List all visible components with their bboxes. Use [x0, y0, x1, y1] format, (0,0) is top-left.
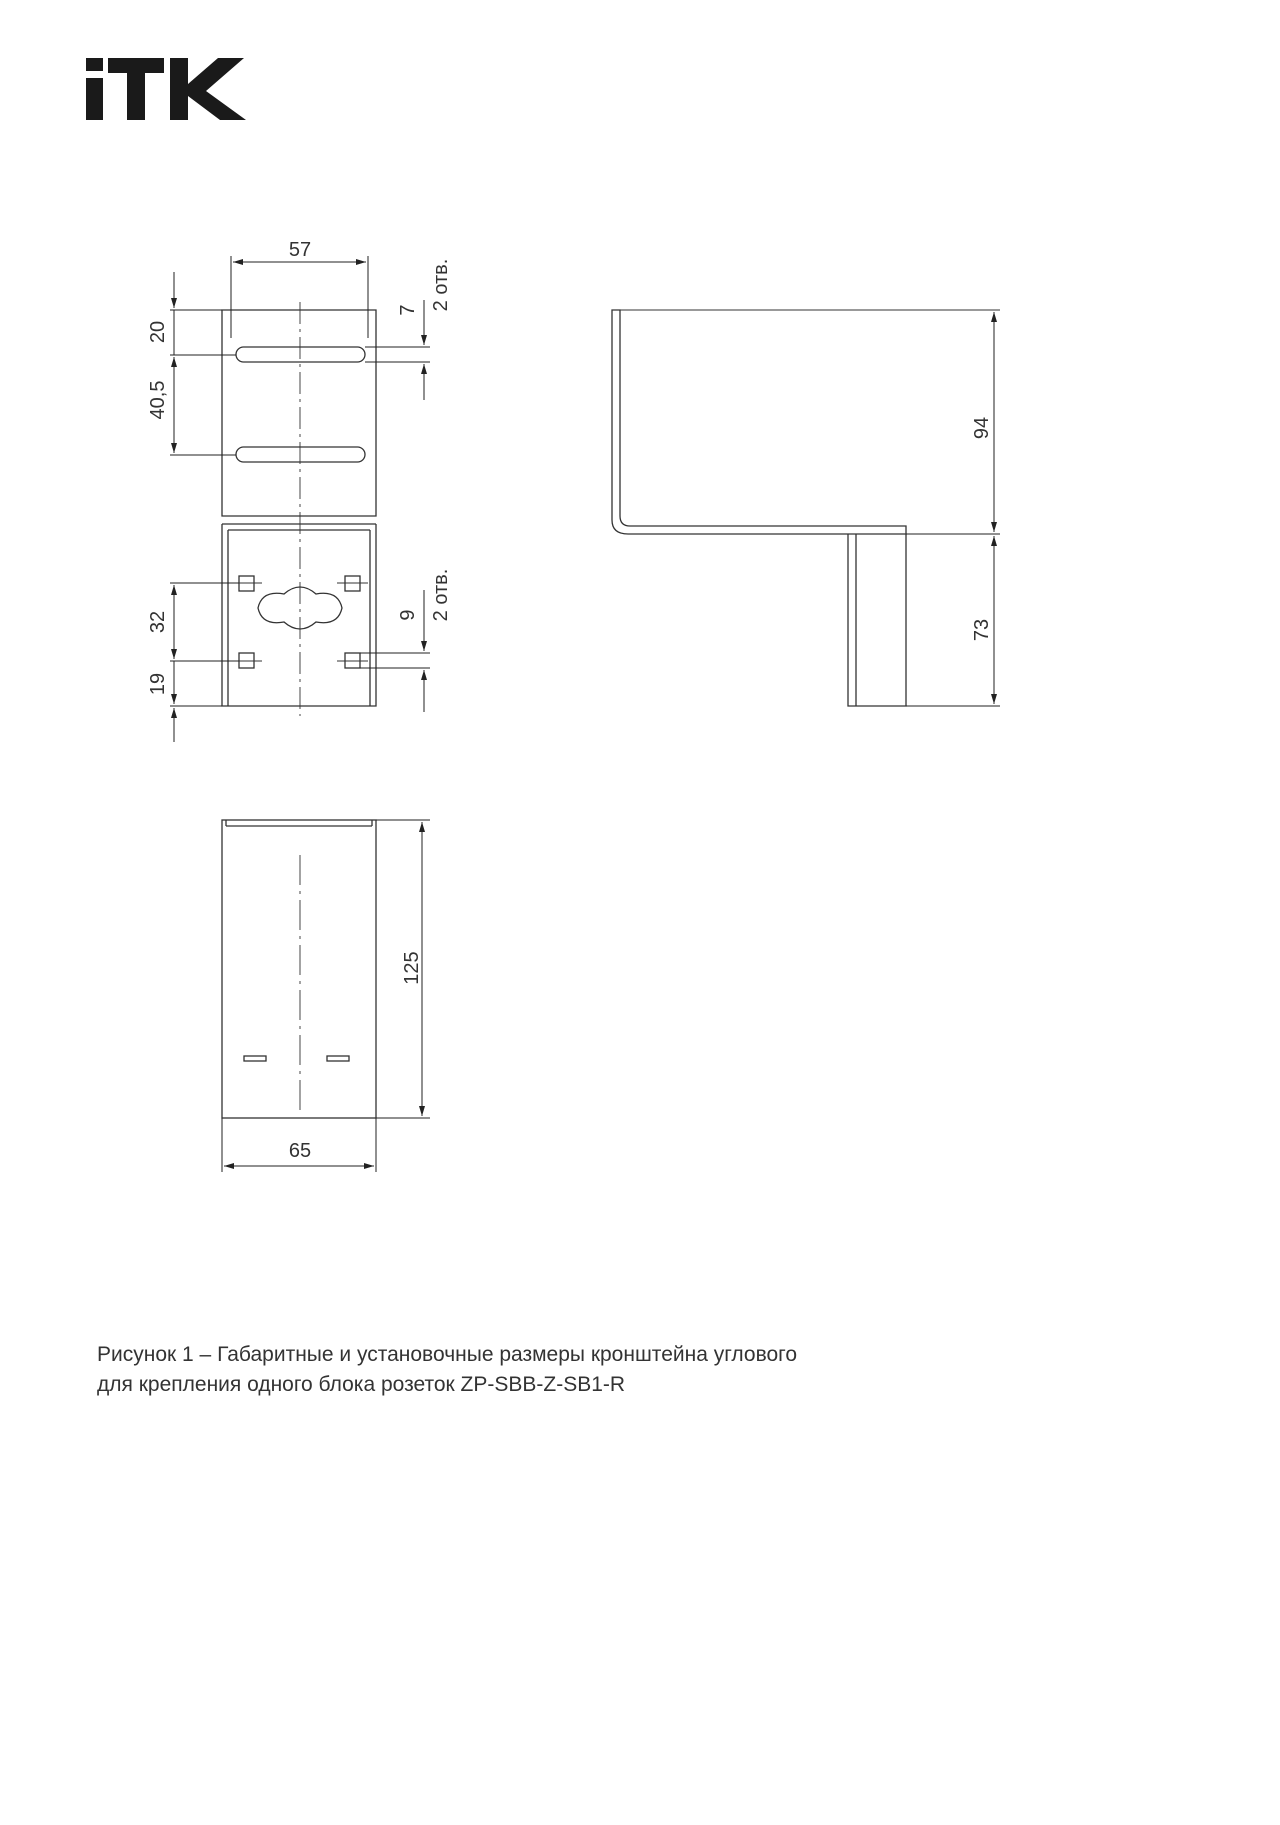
caption-line-2: для крепления одного блока розеток ZP-SBB-Z-SB1-R	[97, 1373, 626, 1396]
dim-slot-height: 7	[397, 304, 419, 316]
dim-lower: 73	[971, 618, 993, 642]
dim-width: 65	[288, 1140, 312, 1162]
caption-line-1: Рисунок 1 – Габаритные и установочные размеры кронштейна углового	[97, 1343, 798, 1366]
bottom-view-dimensions	[222, 820, 430, 1172]
side-view	[612, 310, 1000, 706]
logo-text: iTK	[86, 58, 88, 59]
bottom-view-labels	[289, 951, 423, 1162]
side-view-dimensions	[906, 312, 1000, 706]
dim-width-top: 57	[288, 239, 312, 261]
dim-top-offset: 20	[147, 320, 169, 344]
slot-count: 2 отв.	[430, 258, 452, 312]
side-view-labels	[971, 417, 993, 641]
square-count: 2 отв.	[430, 568, 452, 622]
bottom-view	[222, 820, 376, 1118]
dim-bottom-offset: 19	[147, 672, 169, 696]
dim-square-spacing: 32	[147, 610, 169, 634]
dim-slot-spacing: 40,5	[147, 380, 169, 420]
dim-square-size: 9	[397, 609, 419, 621]
figure-caption	[97, 1340, 1097, 1400]
dim-height: 125	[401, 951, 423, 985]
front-view	[222, 302, 376, 716]
front-view-labels	[147, 239, 452, 695]
dim-upper: 94	[971, 416, 993, 440]
